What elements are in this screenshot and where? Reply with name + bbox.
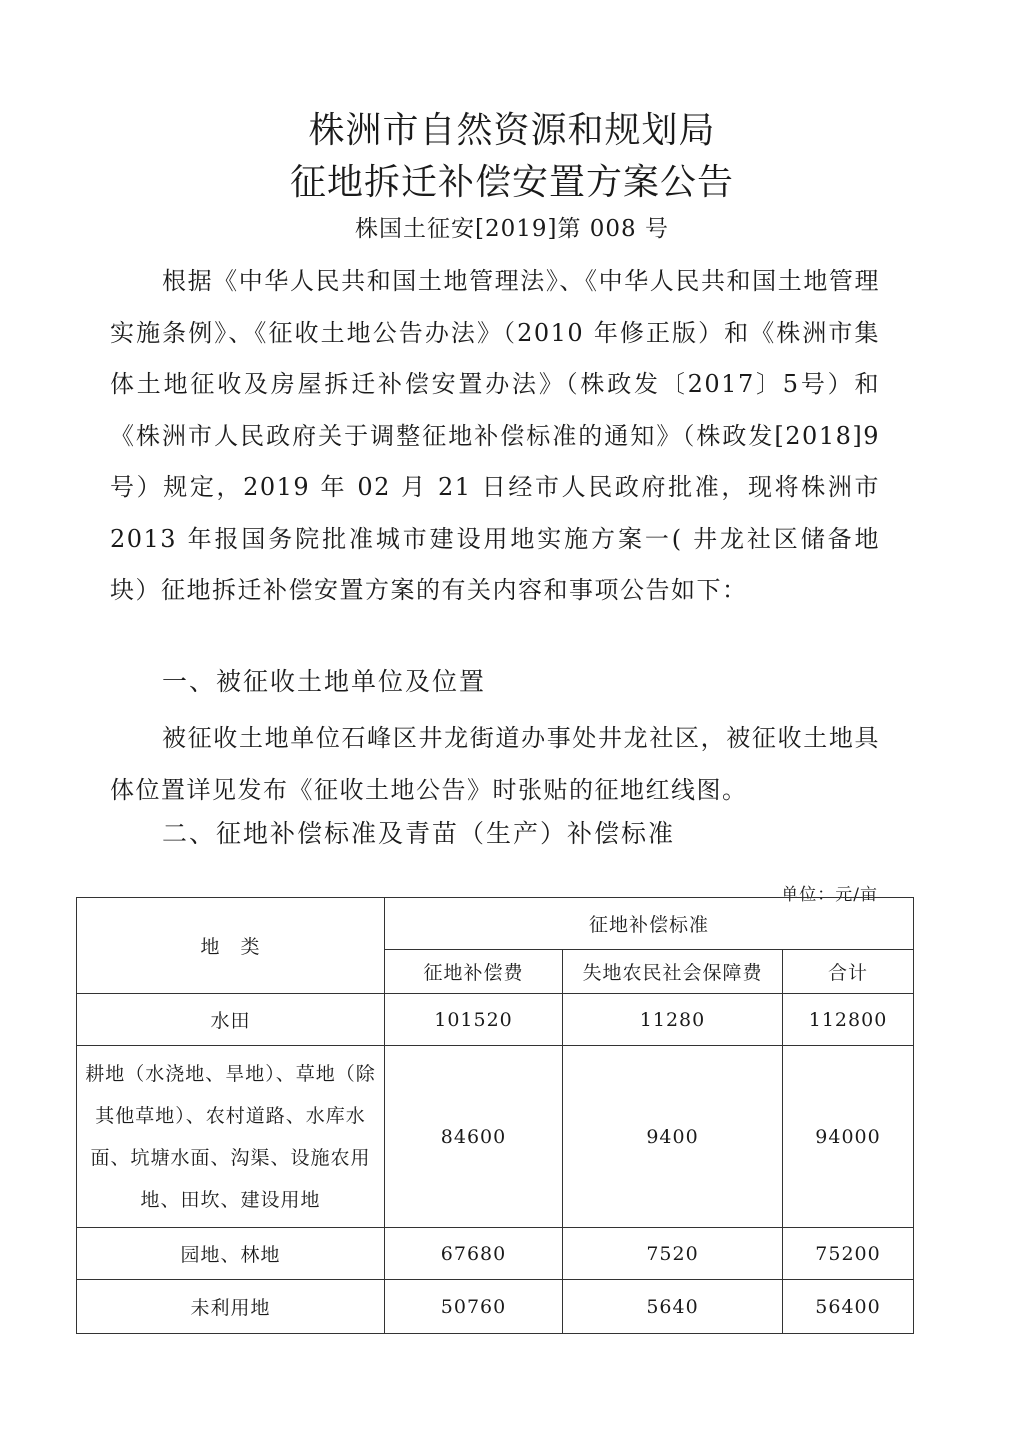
section1-body bbox=[110, 713, 880, 816]
document-title-line1: 株洲市自然资源和规划局 bbox=[308, 110, 716, 151]
document-title-line2: 征地拆迁补偿安置方案公告 bbox=[289, 162, 734, 203]
header-compensation-standard: 征地补偿标准 bbox=[385, 898, 914, 950]
table-row bbox=[77, 994, 914, 1046]
document-number: 株国土征安[2019]第 008 号 bbox=[354, 216, 669, 242]
unit-label: 单位：元/亩 bbox=[781, 885, 878, 905]
cell-social-security: 7520 bbox=[563, 1228, 783, 1280]
cell-total: 112800 bbox=[783, 994, 914, 1046]
section2-heading: 二、征地补偿标准及青苗（生产）补偿标准 bbox=[162, 819, 676, 848]
table-row bbox=[77, 1228, 914, 1280]
cell-land-type: 水田 bbox=[77, 994, 385, 1046]
intro-paragraph: 根据《中华人民共和国土地管理法》、《中华人民共和国土地管理实施条例》、《征收土地公告办法》（2010 年修正版）和《株洲市集体土地征收及房屋拆迁补偿安置办法》（株政发〔2017〕5号）和《株洲市人民政府关于调整征地补偿标准的通知》（株政发[2018]9 号）规定，2019 年 02 月 21 日经市人民政府批准，现将株洲市 2013 年报国务院批准城市建设用地实施方案一( 井龙社区储备地块）征地拆迁补偿安置方案的有关内容和事项公告如下： bbox=[110, 267, 880, 604]
cell-compensation: 84600 bbox=[385, 1046, 563, 1228]
table-header-row bbox=[77, 898, 914, 950]
intro-section bbox=[110, 256, 880, 617]
cell-compensation: 67680 bbox=[385, 1228, 563, 1280]
cell-compensation: 101520 bbox=[385, 994, 563, 1046]
header-compensation-fee: 征地补偿费 bbox=[385, 950, 563, 994]
section1-heading: 一、被征收土地单位及位置 bbox=[162, 667, 487, 696]
cell-total: 94000 bbox=[783, 1046, 914, 1228]
cell-compensation: 50760 bbox=[385, 1280, 563, 1334]
cell-land-type: 园地、林地 bbox=[77, 1228, 385, 1280]
table-row bbox=[77, 1280, 914, 1334]
header-social-security-fee: 失地农民社会保障费 bbox=[563, 950, 783, 994]
header-land-type: 地 类 bbox=[77, 898, 385, 994]
cell-land-type: 未利用地 bbox=[77, 1280, 385, 1334]
cell-total: 56400 bbox=[783, 1280, 914, 1334]
cell-social-security: 5640 bbox=[563, 1280, 783, 1334]
section1-paragraph: 被征收土地单位石峰区井龙街道办事处井龙社区，被征收土地具体位置详见发布《征收土地公告》时张贴的征地红线图。 bbox=[110, 724, 880, 804]
compensation-table bbox=[76, 897, 914, 1334]
cell-total: 75200 bbox=[783, 1228, 914, 1280]
cell-social-security: 9400 bbox=[563, 1046, 783, 1228]
cell-social-security: 11280 bbox=[563, 994, 783, 1046]
cell-land-type: 耕地（水浇地、旱地）、草地（除其他草地）、农村道路、水库水面、坑塘水面、沟渠、设施农用地、田坎、建设用地 bbox=[77, 1046, 385, 1228]
header-total: 合计 bbox=[783, 950, 914, 994]
table-row bbox=[77, 1046, 914, 1228]
